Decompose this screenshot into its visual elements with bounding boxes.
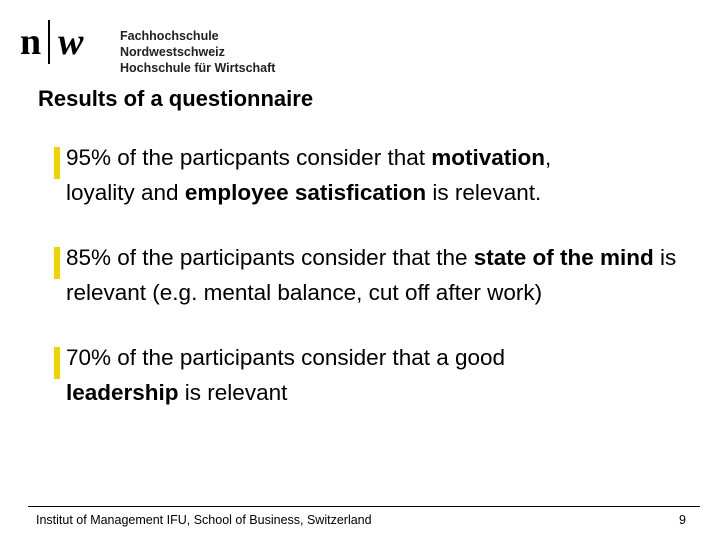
bullet-emphasis: leadership xyxy=(66,380,179,405)
footer xyxy=(28,506,700,529)
bullet-text: 85% of the participants consider that the xyxy=(66,245,474,270)
bullet-item xyxy=(46,240,696,310)
slide-title: Results of a questionnaire xyxy=(38,86,314,111)
logo-letter-n: n xyxy=(20,21,41,63)
bullet-item xyxy=(46,140,696,210)
bullet-emphasis: employee satisfication xyxy=(184,180,427,205)
bullet-text: , xyxy=(544,145,552,170)
logo-line-1: Fachhochschule Nordwestschweiz xyxy=(120,29,225,59)
bullet-emphasis: state of the mind xyxy=(473,245,654,270)
bullet-marker xyxy=(54,147,60,179)
bullet-item xyxy=(46,340,696,410)
bullet-text: is relevant. xyxy=(426,180,542,205)
bullet-list xyxy=(46,140,696,410)
bullet-text: 95% of the particpants consider that xyxy=(66,145,432,170)
footer-text: Institut of Management IFU, School of Business, Switzerland xyxy=(36,513,372,527)
logo-line-2: Hochschule für Wirtschaft xyxy=(120,61,276,75)
logo-text xyxy=(120,28,320,76)
page-number: 9 xyxy=(679,513,686,527)
logo-mark xyxy=(20,20,83,64)
bullet-text: loyality and xyxy=(66,180,185,205)
bullet-marker xyxy=(54,347,60,379)
bullet-emphasis: motivation xyxy=(431,145,545,170)
bullet-text: is relevant xyxy=(178,380,288,405)
logo-letter-w: w xyxy=(58,21,83,63)
fhnw-logo xyxy=(20,16,320,75)
bullet-marker xyxy=(54,247,60,279)
bullet-text: is relevant (e.g. mental balance, cut off after work) xyxy=(66,245,677,305)
logo-divider xyxy=(48,20,50,64)
bullet-text: 70% of the participants consider that a good xyxy=(66,345,506,370)
